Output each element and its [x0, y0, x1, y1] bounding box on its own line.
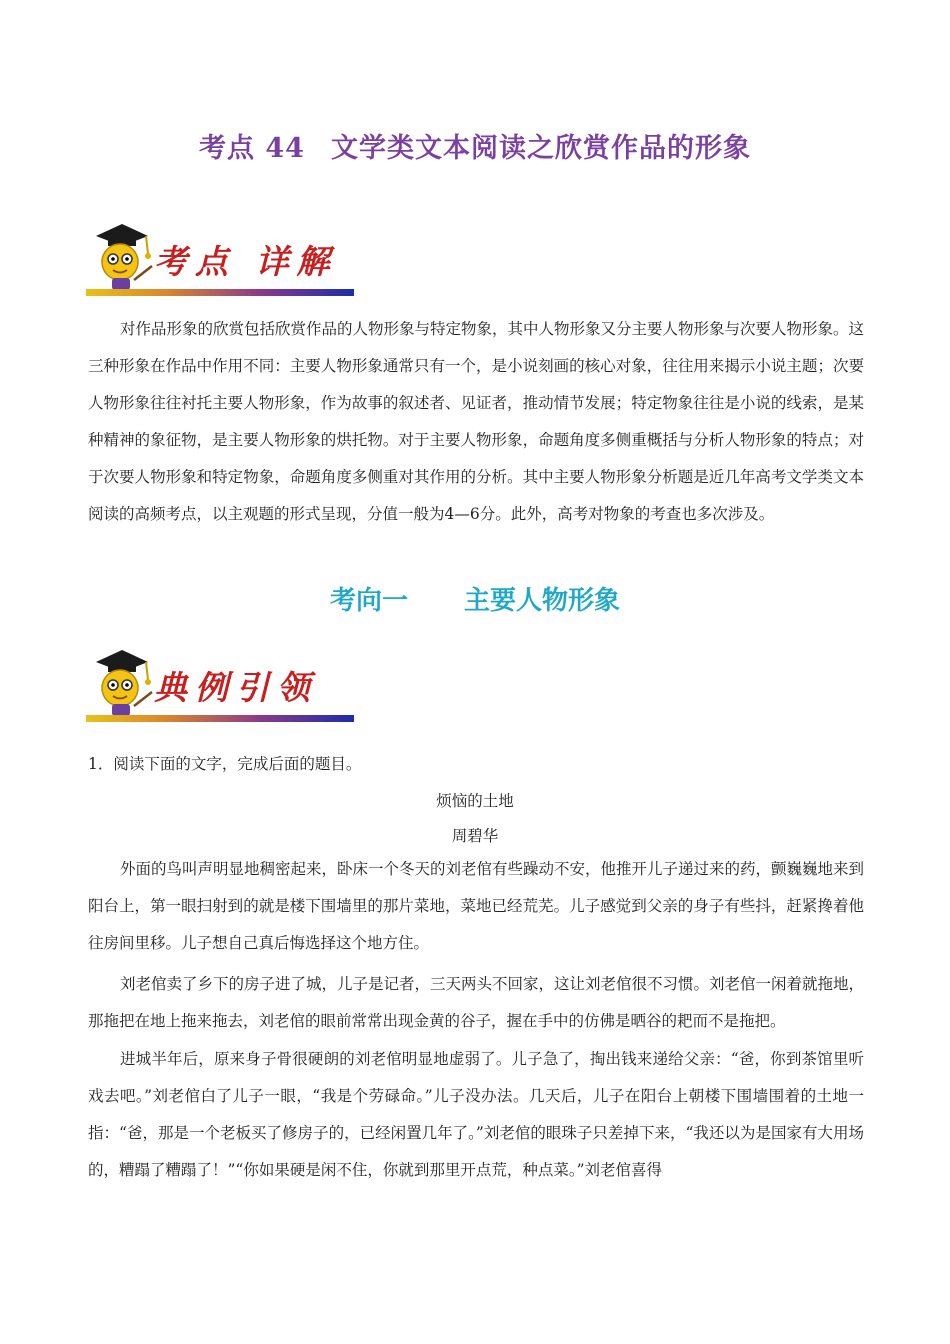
subheading-label: 考向一	[329, 586, 408, 616]
banner-title: 考点 详解	[154, 242, 338, 281]
story-paragraph: 外面的鸟叫声明显地稠密起来，卧床一个冬天的刘老倌有些躁动不安，他推开儿子递过来的药，颤巍巍地来到阳台上，第一眼扫射到的就是楼下围墙里的那片菜地，菜地已经荒芜。儿子感觉到父亲的身子有些抖，赶紧搀着他往房间里移。儿子想自己真后悔选择这个地方住。	[88, 860, 865, 952]
intro-paragraph: 对作品形象的欣赏包括欣赏作品的人物形象与特定物象，其中人物形象又分主要人物形象与次要人物形象。这三种形象在作品中作用不同：主要人物形象通常只有一个，是小说刻画的核心对象，往往用来揭示小说主题；次要人物形象往往衬托主要人物形象，作为故事的叙述者、见证者，推动情节发展；特定物象往往是小说的线索，是某种精神的象征物，是主要人物形象的烘托物。对于主要人物形象，命题角度多侧重概括与分析人物形象的特点；对于次要人物形象和特定物象，命题角度多侧重对其作用的分析。其中主要人物形象分析题是近几年高考文学类文本阅读的高频考点，以主观题的形式呈现，分值一般为4—6分。此外，高考对物象的考查也多次涉及。	[88, 320, 865, 523]
story-paragraph: 进城半年后，原来身子骨很硬朗的刘老倌明显地虚弱了。儿子急了，掏出钱来递给父亲：“爸，你到茶馆里听戏去吧。”刘老倌白了儿子一眼，“我是个劳碌命。”儿子没办法。几天后，儿子在阳台上朝楼下围墙围着的土地一指：“爸，那是一个老板买了修房子的，已经闲置几年了。”刘老倌的眼珠子只差掉下来，“我还以为是国家有大用场的，糟蹋了糟蹋了！”“你如果硬是闲不住，你就到那里开点荒，种点菜。”刘老倌喜得	[88, 1050, 864, 1179]
story-title: 烦恼的土地	[436, 792, 514, 810]
title-text: 文学类文本阅读之欣赏作品的形象	[330, 133, 751, 164]
page-title	[0, 126, 950, 165]
title-number: 考点 44	[199, 133, 305, 164]
scholar-mascot-icon	[86, 644, 156, 724]
banner-title: 典例引领	[154, 668, 318, 707]
banner-underline	[86, 289, 354, 296]
banner-underline	[86, 715, 354, 722]
story-author: 周碧华	[451, 827, 499, 845]
question-prompt: 1．阅读下面的文字，完成后面的题目。	[88, 755, 362, 773]
section-banner-example	[86, 644, 356, 726]
section-banner-detail	[86, 218, 356, 300]
section-subheading	[0, 580, 950, 617]
story-paragraph: 刘老倌卖了乡下的房子进了城，儿子是记者，三天两头不回家，这让刘老倌很不习惯。刘老倌一闲着就拖地，那拖把在地上拖来拖去，刘老倌的眼前常常出现金黄的谷子，握在手中的仿佛是晒谷的耙而不是拖把。	[88, 975, 865, 1030]
subheading-title: 主要人物形象	[464, 586, 621, 616]
scholar-mascot-icon	[86, 218, 156, 298]
